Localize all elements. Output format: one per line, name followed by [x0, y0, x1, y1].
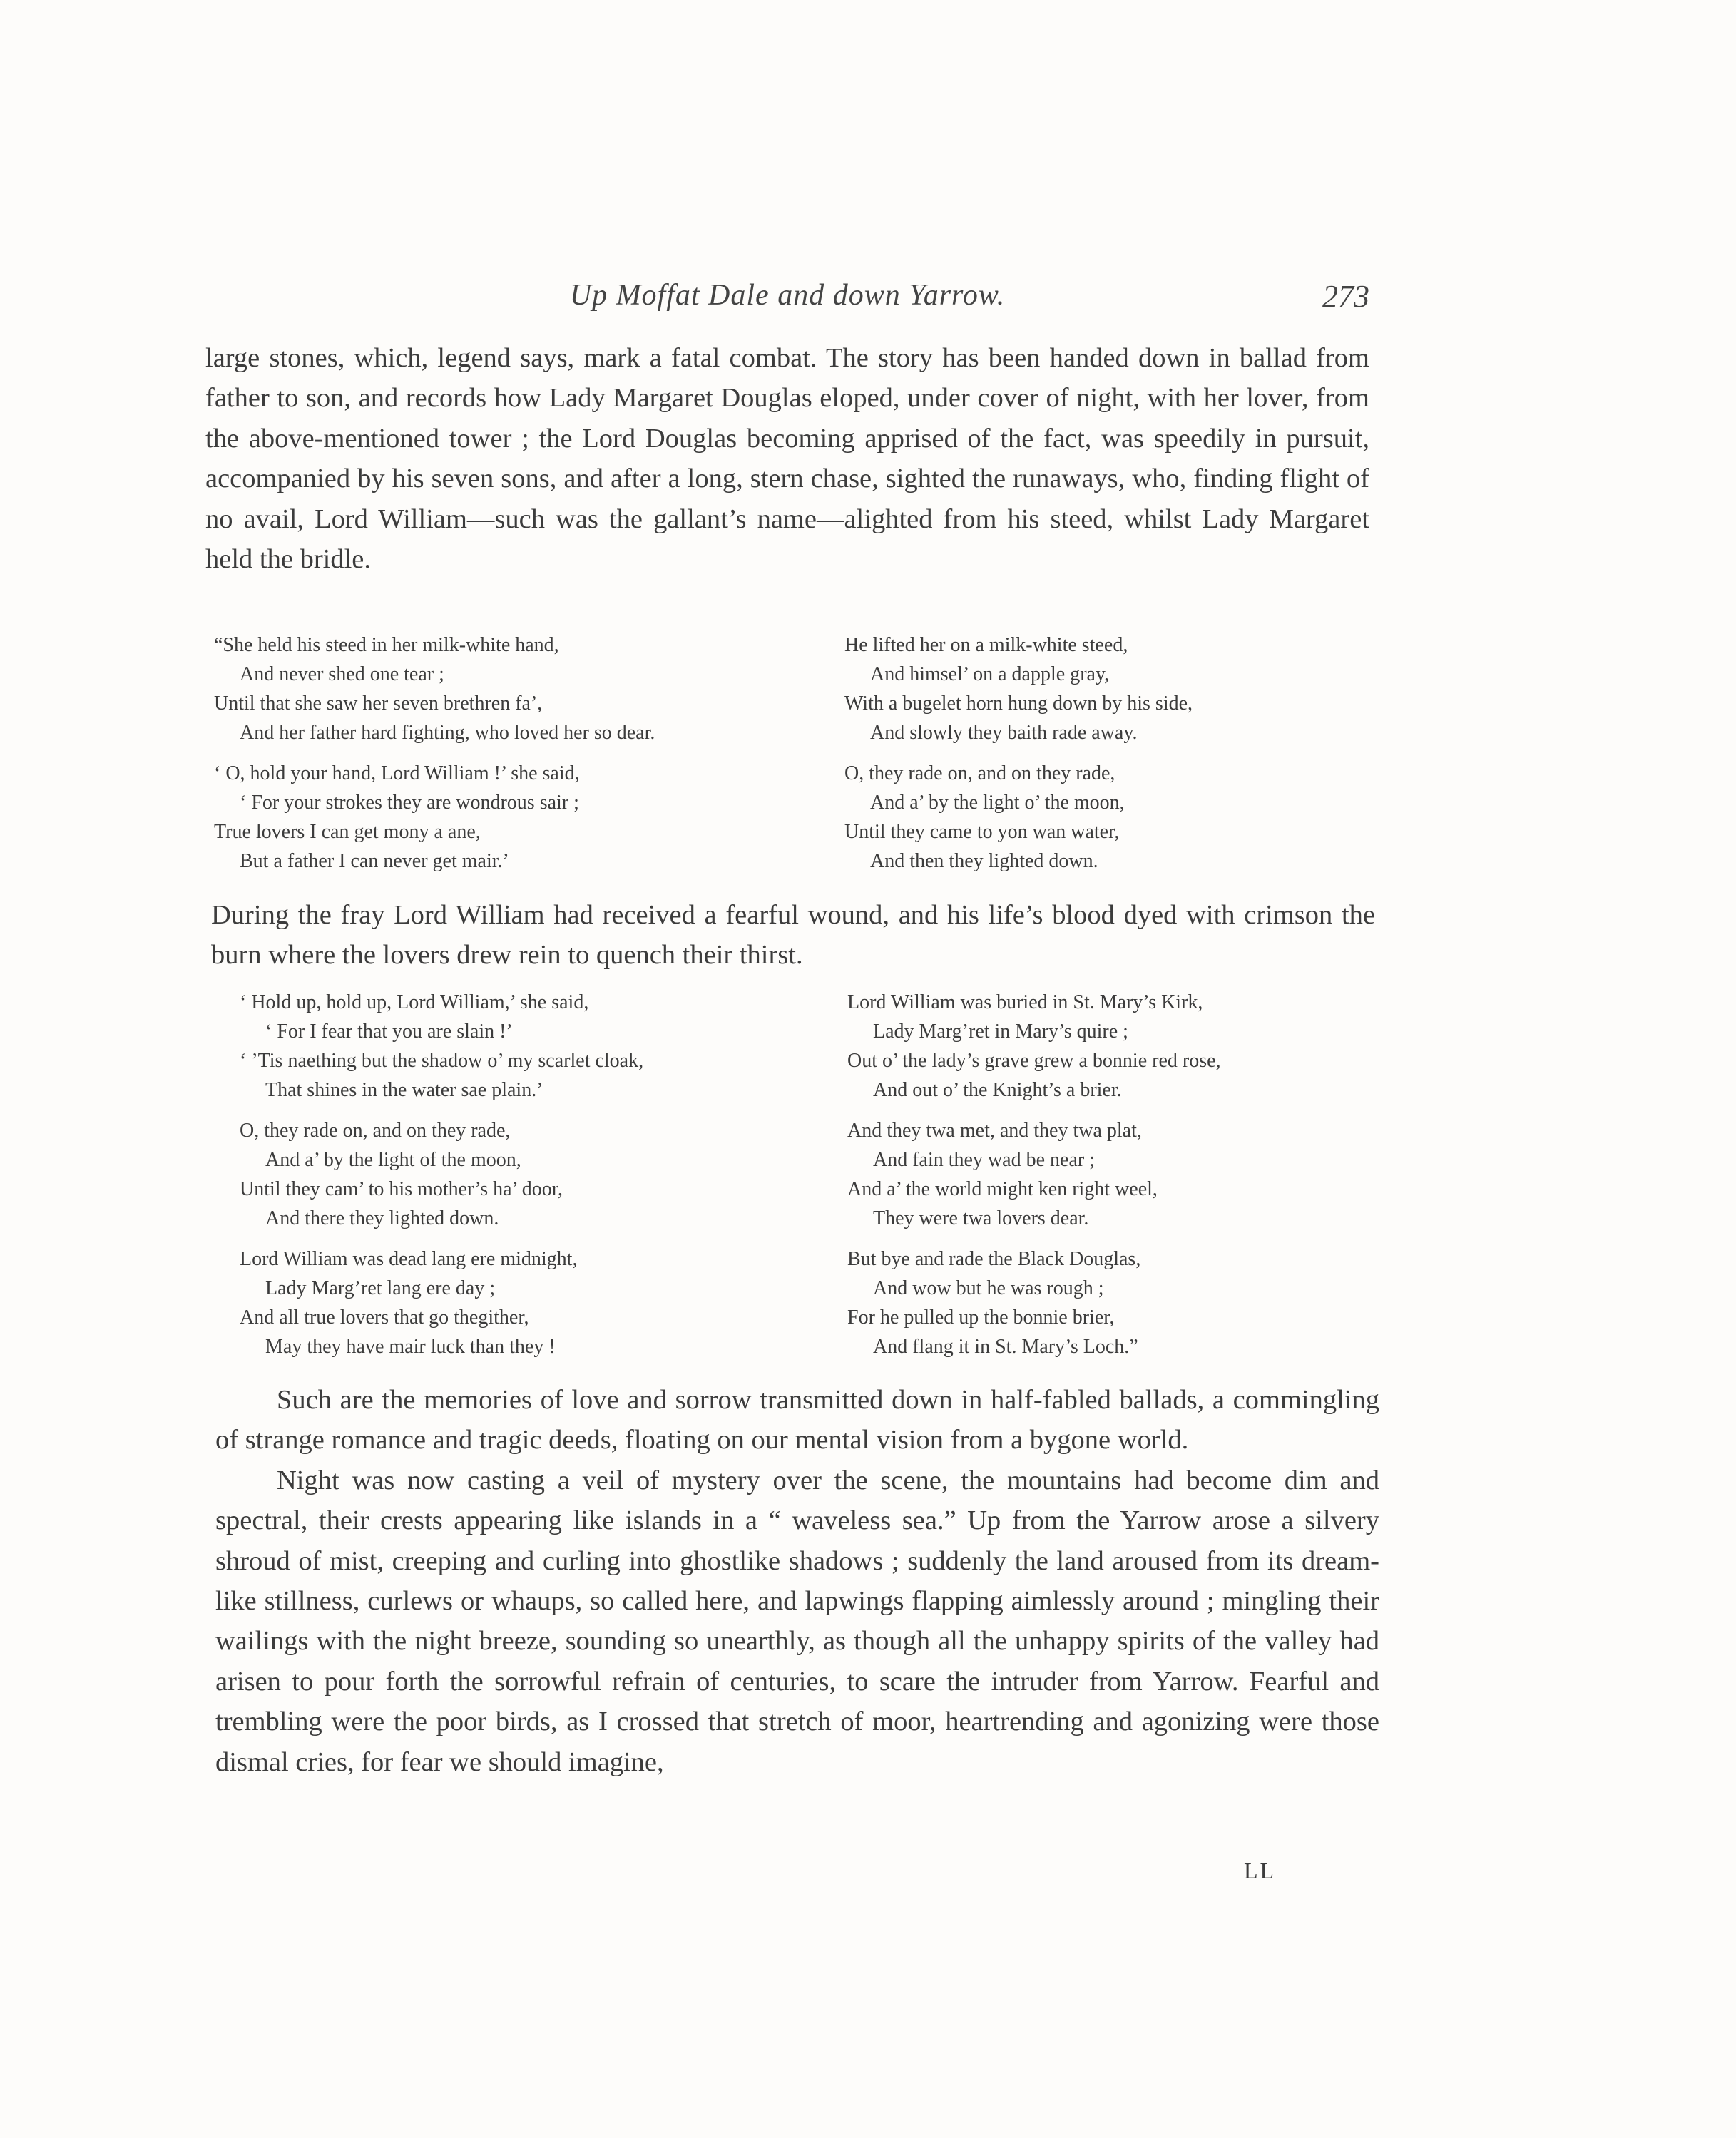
verse-line: ‘ ’Tis naething but the shadow o’ my scarlet cloak, [240, 1050, 644, 1072]
verse-line: Out o’ the lady’s grave grew a bonnie red rose, [847, 1050, 1221, 1072]
middle-paragraph-text: During the fray Lord William had received a fearful wound, and his life’s blood dyed with crimson the burn where the lovers drew rein to quench their thirst. [211, 900, 1375, 971]
verse-line: May they have mair luck than they ! [265, 1336, 556, 1358]
ballad-excerpt-1 [214, 630, 1355, 887]
ballad-1-left-column [214, 630, 655, 887]
ballad-2-left-stanza-1 [240, 988, 643, 1105]
ballad-2-left-stanza-2 [240, 1116, 643, 1233]
verse-line: And flang it in St. Mary’s Loch.” [873, 1336, 1138, 1358]
verse-line: ‘ Hold up, hold up, Lord William,’ she said, [240, 991, 589, 1013]
ballad-2-left-stanza-3 [240, 1244, 643, 1361]
verse-line: O, they rade on, and on they rade, [240, 1120, 511, 1142]
verse-line: And all true lovers that go thegither, [240, 1306, 529, 1329]
signature-mark: LL [1244, 1858, 1277, 1883]
verse-line: And himsel’ on a dapple gray, [870, 663, 1110, 685]
ballad-2-right-stanza-3 [847, 1244, 1221, 1361]
middle-paragraph [211, 895, 1375, 976]
verse-line: Until they came to yon wan water, [844, 821, 1120, 843]
verse-line: And fain they wad be near ; [873, 1149, 1095, 1171]
verse-line: And never shed one tear ; [240, 663, 444, 685]
ballad-1-left-stanza-2 [214, 759, 655, 876]
verse-line: True lovers I can get mony a ane, [214, 821, 481, 843]
verse-line: Lady Marg’ret in Mary’s quire ; [873, 1021, 1128, 1043]
closing-paragraphs [215, 1380, 1379, 1782]
intro-paragraph [205, 338, 1369, 579]
verse-line: For he pulled up the bonnie brier, [847, 1306, 1115, 1329]
verse-line: But bye and rade the Black Douglas, [847, 1248, 1141, 1270]
ballad-1-right-stanza-1 [844, 630, 1193, 747]
verse-line: Lord William was buried in St. Mary’s Kirk, [847, 991, 1203, 1013]
verse-line: Lady Marg’ret lang ere day ; [265, 1277, 496, 1299]
verse-line: Lord William was dead lang ere midnight, [240, 1248, 578, 1270]
verse-line: And wow but he was rough ; [873, 1277, 1104, 1299]
closing-paragraph-2: Night was now casting a veil of mystery over the scene, the mountains had become dim and spectral, their crests appearing like islands in a “ waveless sea.” Up from the Yarrow arose a silvery shroud of mist, creeping and curling into ghostlike shadows ; suddenly the land aroused from its dream-like stillness, curlews or whaups, so called here, and lapwings flapping aimlessly around ; mingling their wailings with the night breeze, sounding so unearthly, as though all the unhappy spirits of the valley had arisen to pour forth the sorrowful refrain of centuries, to scare the intruder from Yarrow. Fearful and trembling were the poor birds, as I crossed that stretch of moor, heartrending and agonizing were those dismal cries, for fear we should imagine, [215, 1465, 1379, 1777]
verse-line: He lifted her on a milk-white steed, [844, 634, 1128, 656]
verse-line: But a father I can never get mair.’ [240, 850, 509, 872]
page-number: 273 [1322, 279, 1369, 314]
verse-line: They were twa lovers dear. [873, 1207, 1089, 1229]
ballad-2-right-column [847, 988, 1221, 1373]
verse-line: With a bugelet horn hung down by his side, [844, 692, 1193, 715]
verse-line: And out o’ the Knight’s a brier. [873, 1079, 1122, 1101]
verse-line: Until they cam’ to his mother’s ha’ door, [240, 1178, 563, 1200]
verse-line: ‘ O, hold your hand, Lord William !’ she said, [214, 762, 580, 784]
verse-line: And slowly they baith rade away. [870, 722, 1138, 744]
ballad-1-right-column [844, 630, 1193, 887]
verse-line: And a’ the world might ken right weel, [847, 1178, 1158, 1200]
verse-line: And there they lighted down. [265, 1207, 499, 1229]
verse-line: ‘ For your strokes they are wondrous sair ; [240, 792, 579, 814]
verse-line: And they twa met, and they twa plat, [847, 1120, 1142, 1142]
ballad-2-right-stanza-2 [847, 1116, 1221, 1233]
page-header [205, 278, 1369, 321]
verse-line: O, they rade on, and on they rade, [844, 762, 1115, 784]
closing-paragraph-1: Such are the memories of love and sorrow transmitted down in half-fabled ballads, a commingling of strange romance and tragic deeds, floating on our mental vision from a bygone world. [215, 1385, 1379, 1456]
verse-line: And then they lighted down. [870, 850, 1098, 872]
ballad-1-right-stanza-2 [844, 759, 1193, 876]
verse-line: Until that she saw her seven brethren fa’, [214, 692, 543, 715]
verse-line: And her father hard fighting, who loved her so dear. [240, 722, 655, 744]
running-title: Up Moffat Dale and down Yarrow. [569, 279, 1006, 312]
verse-line: “She held his steed in her milk-white hand, [214, 634, 559, 656]
verse-line: ‘ For I fear that you are slain !’ [265, 1021, 513, 1043]
verse-line: And a’ by the light of the moon, [265, 1149, 521, 1171]
ballad-excerpt-2 [214, 988, 1355, 1373]
verse-line: And a’ by the light o’ the moon, [870, 792, 1125, 814]
intro-paragraph-text: large stones, which, legend says, mark a fatal combat. The story has been handed down in ballad from father to son, and records how Lady Margaret Douglas eloped, under cover of night, with her lover, from the above-mentioned tower ; the Lord Douglas becoming apprised of the fact, was speedily in pursuit, accompanied by his seven sons, and after a long, stern chase, sighted the runaways, who, finding flight of no avail, Lord William—such was the gallant’s name—alighted from his steed, whilst Lady Margaret held the bridle. [205, 343, 1369, 575]
ballad-1-left-stanza-1 [214, 630, 655, 747]
ballad-2-right-stanza-1 [847, 988, 1221, 1105]
verse-line: That shines in the water sae plain.’ [265, 1079, 543, 1101]
ballad-2-left-column [240, 988, 643, 1373]
